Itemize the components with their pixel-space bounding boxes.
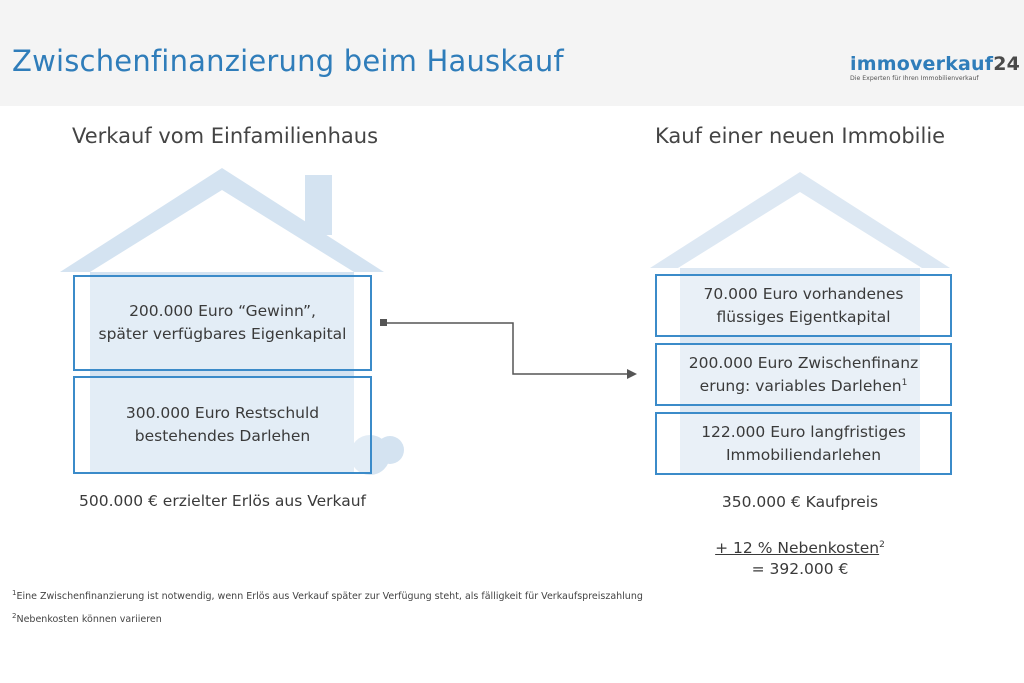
connector-start-icon bbox=[380, 319, 387, 326]
logo-number: 24 bbox=[993, 53, 1021, 75]
logo-main-text: immoverkauf bbox=[850, 53, 994, 75]
right-box-bridge-loan-text bbox=[689, 352, 919, 398]
costs-text: + 12 % Nebenkosten bbox=[715, 539, 880, 557]
costs-line bbox=[700, 538, 900, 559]
total-price: = 392.000 € bbox=[751, 560, 849, 578]
left-caption: 500.000 € erzielter Erlös aus Verkauf bbox=[79, 492, 366, 510]
footnote-ref-2: 2 bbox=[879, 539, 885, 550]
right-caption: 350.000 € Kaufpreis bbox=[721, 493, 879, 511]
right-box-equity bbox=[655, 274, 952, 337]
right-box-equity-text: 70.000 Euro vorhandenes flüssiges Eigentkapital bbox=[703, 284, 904, 326]
left-heading: Verkauf vom Einfamilienhaus bbox=[72, 124, 379, 148]
right-box-bridge-loan bbox=[655, 343, 952, 406]
bridge-loan-line1: 200.000 Euro Zwischenfinanz bbox=[688, 353, 919, 372]
footnote-2 bbox=[12, 612, 162, 625]
page-title: Zwischenfinanzierung beim Hauskauf bbox=[12, 44, 564, 78]
footnote-2-text: Nebenkosten können variieren bbox=[16, 614, 162, 626]
footnote-ref-1: 1 bbox=[901, 377, 908, 388]
left-box-equity-text: 200.000 Euro “Gewinn”, später verfügbares Eigenkapital bbox=[98, 302, 347, 343]
left-box-debt bbox=[73, 376, 372, 474]
footnote-2-number: 2 bbox=[12, 612, 17, 620]
arrow-head-icon bbox=[627, 369, 637, 379]
logo-tagline: Die Experten für Ihren Immobilienverkauf bbox=[850, 75, 979, 82]
additional-costs bbox=[700, 538, 900, 580]
right-box-longterm-loan bbox=[655, 412, 952, 475]
right-heading: Kauf einer neuen Immobilie bbox=[655, 124, 946, 148]
bridge-loan-line2: erung: variables Darlehen bbox=[699, 376, 902, 395]
footnote-1 bbox=[12, 589, 643, 602]
left-box-debt-text: 300.000 Euro Restschuld bestehendes Darlehen bbox=[125, 404, 320, 445]
footnote-1-number: 1 bbox=[12, 589, 17, 597]
right-box-longterm-loan-text: 122.000 Euro langfristiges Immobiliendarlehen bbox=[701, 422, 906, 464]
left-box-equity bbox=[73, 275, 372, 371]
footnote-1-text: Eine Zwischenfinanzierung ist notwendig, wenn Erlös aus Verkauf später zur Verfügung steht, als fälligkeit für Verkaufspreiszahlung bbox=[16, 591, 643, 603]
arrow-connector bbox=[387, 323, 630, 374]
